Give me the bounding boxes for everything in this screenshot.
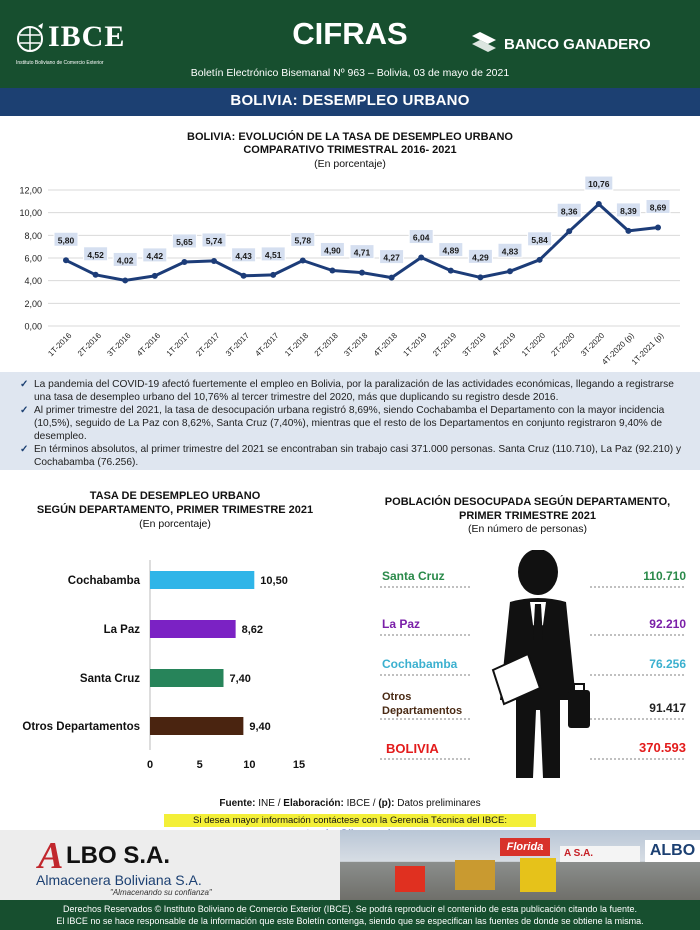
data-label-text: 4,43	[235, 250, 252, 261]
pop-label-otros: Otros Departamentos	[382, 691, 463, 717]
data-label	[172, 234, 196, 248]
source-elaboracion-value: IBCE /	[346, 798, 376, 809]
population-subtitle: (En número de personas)	[467, 523, 588, 535]
bar-chart-title-1: TASA DE DESEMPLEO URBANO	[89, 490, 261, 502]
forklift-shape-2	[520, 858, 556, 892]
x-tick-label: 1T-2021 (p)	[629, 331, 666, 367]
pop-label-la-paz: La Paz	[382, 617, 421, 631]
bar-value-label: 7,40	[229, 673, 251, 685]
data-label-text: 8,69	[649, 202, 667, 213]
pop-value-otros: 91.417	[649, 701, 686, 715]
data-point	[566, 228, 572, 234]
bar-chart-subtitle: (En porcentaje)	[139, 518, 211, 530]
population-title-1: POBLACIÓN DESOCUPADA SEGÚN DEPARTAMENTO,	[384, 496, 671, 508]
x-tick-label: 2T-2016	[75, 331, 104, 359]
y-tick-label: 8,00	[24, 230, 42, 241]
data-point	[507, 268, 513, 274]
data-label	[113, 252, 137, 266]
footer	[0, 900, 700, 930]
y-tick-label: 6,00	[24, 253, 42, 264]
data-label	[646, 200, 670, 214]
page-title: CIFRAS	[292, 16, 408, 51]
bar	[150, 717, 243, 735]
data-label	[409, 230, 433, 244]
data-label-text: 4,02	[116, 255, 134, 266]
pop-label-bolivia: BOLIVIA	[386, 741, 439, 756]
data-point	[122, 277, 128, 283]
banco-ganadero-logo[interactable]	[470, 30, 670, 58]
notes-panel	[0, 372, 700, 470]
data-label-text: 5,84	[531, 234, 548, 245]
x-tick-label: 3T-2018	[342, 331, 370, 359]
data-label-text: 10,76	[588, 179, 610, 190]
pop-value-santa-cruz: 110.710	[643, 569, 686, 583]
data-label-text: 6,04	[412, 232, 430, 243]
pop-value-la-paz: 92.210	[649, 617, 686, 631]
bar-category-label: Otros Departamentos	[22, 721, 140, 733]
x-tick-label: 3T-2016	[105, 331, 133, 359]
source-fuente-value: INE /	[258, 798, 281, 809]
data-label	[468, 249, 492, 263]
x-tick-label: 3T-2017	[223, 331, 252, 359]
albo-advertisement[interactable]	[0, 830, 700, 900]
ad-slogan: "Almacenando su confianza"	[110, 888, 212, 897]
section-title: BOLIVIA: DESEMPLEO URBANO	[230, 92, 470, 109]
pop-label-santa-cruz: Santa Cruz	[382, 569, 445, 583]
ad-sign-sa: A S.A.	[560, 846, 640, 862]
data-label	[498, 243, 522, 257]
line-chart-title-2: COMPARATIVO TRIMESTRAL 2016- 2021	[243, 144, 457, 156]
bar-chart	[0, 540, 350, 780]
data-label-text: 4,51	[264, 249, 282, 260]
pop-value-bolivia: 370.593	[639, 740, 686, 755]
bar-value-label: 8,62	[241, 624, 264, 636]
source-fuente-label: Fuente:	[219, 798, 256, 809]
ad-company-name: Almacenera Boliviana S.A.	[36, 872, 202, 888]
x-tick-label: 3T-2020	[579, 331, 607, 359]
data-point	[625, 228, 631, 234]
x-tick-label: 4T-2018	[371, 331, 400, 359]
data-point	[181, 259, 187, 265]
x-tick-label: 3T-2019	[460, 331, 488, 359]
y-tick-label: 2,00	[24, 298, 42, 309]
data-point	[329, 267, 335, 273]
globe-icon	[16, 22, 46, 54]
x-tick-label: 15	[292, 759, 306, 771]
data-point	[596, 201, 602, 207]
line-chart	[0, 175, 700, 375]
data-label-text: 4,83	[501, 246, 519, 257]
footer-line-2: El IBCE no se hace responsable de la información que este Boletín contenga, siendo que se especifican las fuentes de donde se obtiene la misma.	[56, 916, 644, 926]
x-tick-label: 1T-2019	[401, 331, 429, 359]
data-point	[359, 270, 365, 276]
data-label-text: 4,89	[442, 245, 460, 256]
y-tick-label: 10,00	[19, 208, 42, 219]
data-label	[54, 232, 78, 246]
line-chart-title-1: BOLIVIA: EVOLUCIÓN DE LA TASA DE DESEMPLEO URBANO	[187, 131, 513, 143]
bar-category-label: La Paz	[103, 624, 140, 636]
data-label-text: 5,65	[176, 236, 193, 247]
note-item	[20, 443, 685, 469]
ibce-logo-subtitle: Instituto Boliviano de Comercio Exterior	[16, 60, 104, 66]
ad-brand: LBO S.A.	[66, 842, 171, 869]
y-tick-label: 0,00	[24, 321, 42, 332]
forklift-shape	[395, 866, 425, 892]
data-label	[616, 203, 640, 217]
data-label-text: 5,80	[57, 235, 75, 246]
source-elaboracion-label: Elaboración:	[283, 798, 344, 809]
y-tick-label: 12,00	[19, 185, 42, 196]
data-label-text: 4,27	[383, 252, 400, 263]
data-point	[211, 258, 217, 264]
contact-banner	[164, 814, 536, 827]
x-tick-label: 1T-2020	[519, 331, 548, 359]
data-point	[477, 274, 483, 280]
data-label	[350, 245, 374, 259]
data-label-text: 4,42	[146, 250, 164, 261]
data-label-text: 4,90	[324, 245, 341, 256]
data-label-text: 5,78	[294, 235, 312, 246]
data-point	[152, 273, 158, 279]
note-item	[20, 404, 685, 443]
note-text: En términos absolutos, al primer trimestre del 2021 se encontraban sin trabajo casi 371.000 personas. Santa Cruz (110.710), La Paz (92.210) y Cochabamba (76.256).	[34, 444, 682, 468]
data-label-text: 4,52	[87, 249, 104, 260]
x-tick-label: 4T-2020 (p)	[600, 331, 636, 367]
note-text: La pandemia del COVID-19 afectó fuertemente el empleo en Bolivia, por la paralización de las actividades económicas, llegando a registrarse una tasa de desempleo urbano del 10,76% al tercer trimestre del 2020, más que duplicando su registro desde 2016.	[34, 379, 674, 403]
population-title-2: PRIMER TRIMESTRE 2021	[459, 510, 596, 522]
banco-ganadero-icon	[470, 32, 498, 54]
data-point	[241, 273, 247, 279]
source-line	[0, 798, 700, 809]
x-tick-label: 2T-2018	[312, 331, 340, 359]
data-label	[84, 247, 108, 261]
x-tick-label: 5	[196, 759, 203, 771]
data-label	[232, 248, 256, 262]
bulletin-info: Boletín Electrónico Bisemanal Nº 963 – Bolivia, 03 de mayo de 2021	[190, 67, 510, 79]
bar-category-label: Cochabamba	[67, 575, 140, 587]
bar-chart-title-2: SEGÚN DEPARTAMENTO, PRIMER TRIMESTRE 2021	[36, 504, 314, 516]
ad-sign-florida: Florida	[500, 838, 550, 856]
data-label	[585, 176, 613, 190]
sponsor-name: BANCO GANADERO	[504, 36, 651, 53]
data-point	[270, 272, 276, 278]
data-label-text: 4,71	[353, 247, 371, 258]
ibce-logo-text: IBCE	[48, 20, 126, 53]
data-label	[528, 232, 552, 246]
x-tick-label: 4T-2019	[490, 331, 518, 359]
source-p-label: (p):	[378, 798, 395, 809]
data-label	[202, 233, 226, 247]
x-tick-label: 2T-2020	[549, 331, 577, 359]
data-point	[655, 225, 661, 231]
note-item	[20, 378, 685, 404]
x-tick-label: 2T-2019	[431, 331, 459, 359]
bar	[150, 571, 254, 589]
bar-value-label: 10,50	[260, 575, 288, 587]
data-label	[320, 242, 344, 256]
x-tick-label: 0	[146, 759, 154, 771]
pop-divider-lines	[380, 583, 690, 763]
y-tick-label: 4,00	[24, 276, 42, 287]
data-label	[261, 247, 285, 261]
bar-category-label: Santa Cruz	[79, 673, 140, 685]
line-chart-subtitle: (En porcentaje)	[314, 158, 386, 170]
x-tick-label: 10	[243, 759, 256, 771]
ad-sign-albo: ALBO	[645, 840, 700, 862]
ibce-logo[interactable]	[16, 18, 124, 70]
bar-value-label: 9,40	[249, 721, 271, 733]
x-tick-label: 4T-2016	[135, 331, 163, 359]
data-label	[143, 248, 167, 262]
data-point	[537, 257, 543, 263]
pop-value-cochabamba: 76.256	[649, 657, 686, 671]
data-point	[418, 255, 424, 261]
pop-label-cochabamba: Cochabamba	[382, 657, 458, 671]
data-label-text: 8,36	[560, 206, 578, 217]
note-text: Al primer trimestre del 2021, la tasa de desocupación urbana registró 8,69%, siendo Cochabamba el Departamento con la mayor incidencia (10,5%), seguido de La Paz con 8,62%, Santa Cruz (7,40%), mientras que el resto de los Departamentos en conjunto registraron 9,40% de desempleo.	[34, 405, 665, 442]
check-icon: ✓	[20, 379, 29, 390]
data-label-text: 8,39	[620, 205, 637, 216]
data-label-text: 5,74	[205, 235, 223, 246]
x-tick-label: 1T-2017	[164, 331, 192, 359]
data-point	[448, 268, 454, 274]
data-point	[389, 275, 395, 281]
x-tick-label: 1T-2016	[46, 331, 74, 359]
x-tick-label: 4T-2017	[253, 331, 281, 359]
ad-brand-initial: A	[38, 835, 64, 877]
data-label	[557, 203, 581, 217]
data-label	[439, 243, 463, 257]
contact-text: Si desea mayor información contáctese con la Gerencia Técnica del IBCE:	[192, 815, 507, 826]
crate-shape	[455, 860, 495, 890]
x-tick-label: 1T-2018	[283, 331, 311, 359]
data-point	[300, 257, 306, 263]
data-label	[291, 232, 315, 246]
data-label-text: 4,29	[472, 252, 489, 263]
check-icon: ✓	[20, 405, 29, 416]
data-label	[380, 250, 404, 264]
x-tick-label: 2T-2017	[194, 331, 222, 359]
source-p-value: Datos preliminares	[397, 798, 481, 809]
data-point	[93, 272, 99, 278]
bar	[150, 669, 224, 687]
data-point	[63, 257, 69, 263]
check-icon: ✓	[20, 444, 29, 455]
bar	[150, 620, 236, 638]
footer-line-1: Derechos Reservados © Instituto Boliviano de Comercio Exterior (IBCE). Se podrá reproducir el contenido de esta publicación citando la fuente.	[63, 904, 637, 914]
